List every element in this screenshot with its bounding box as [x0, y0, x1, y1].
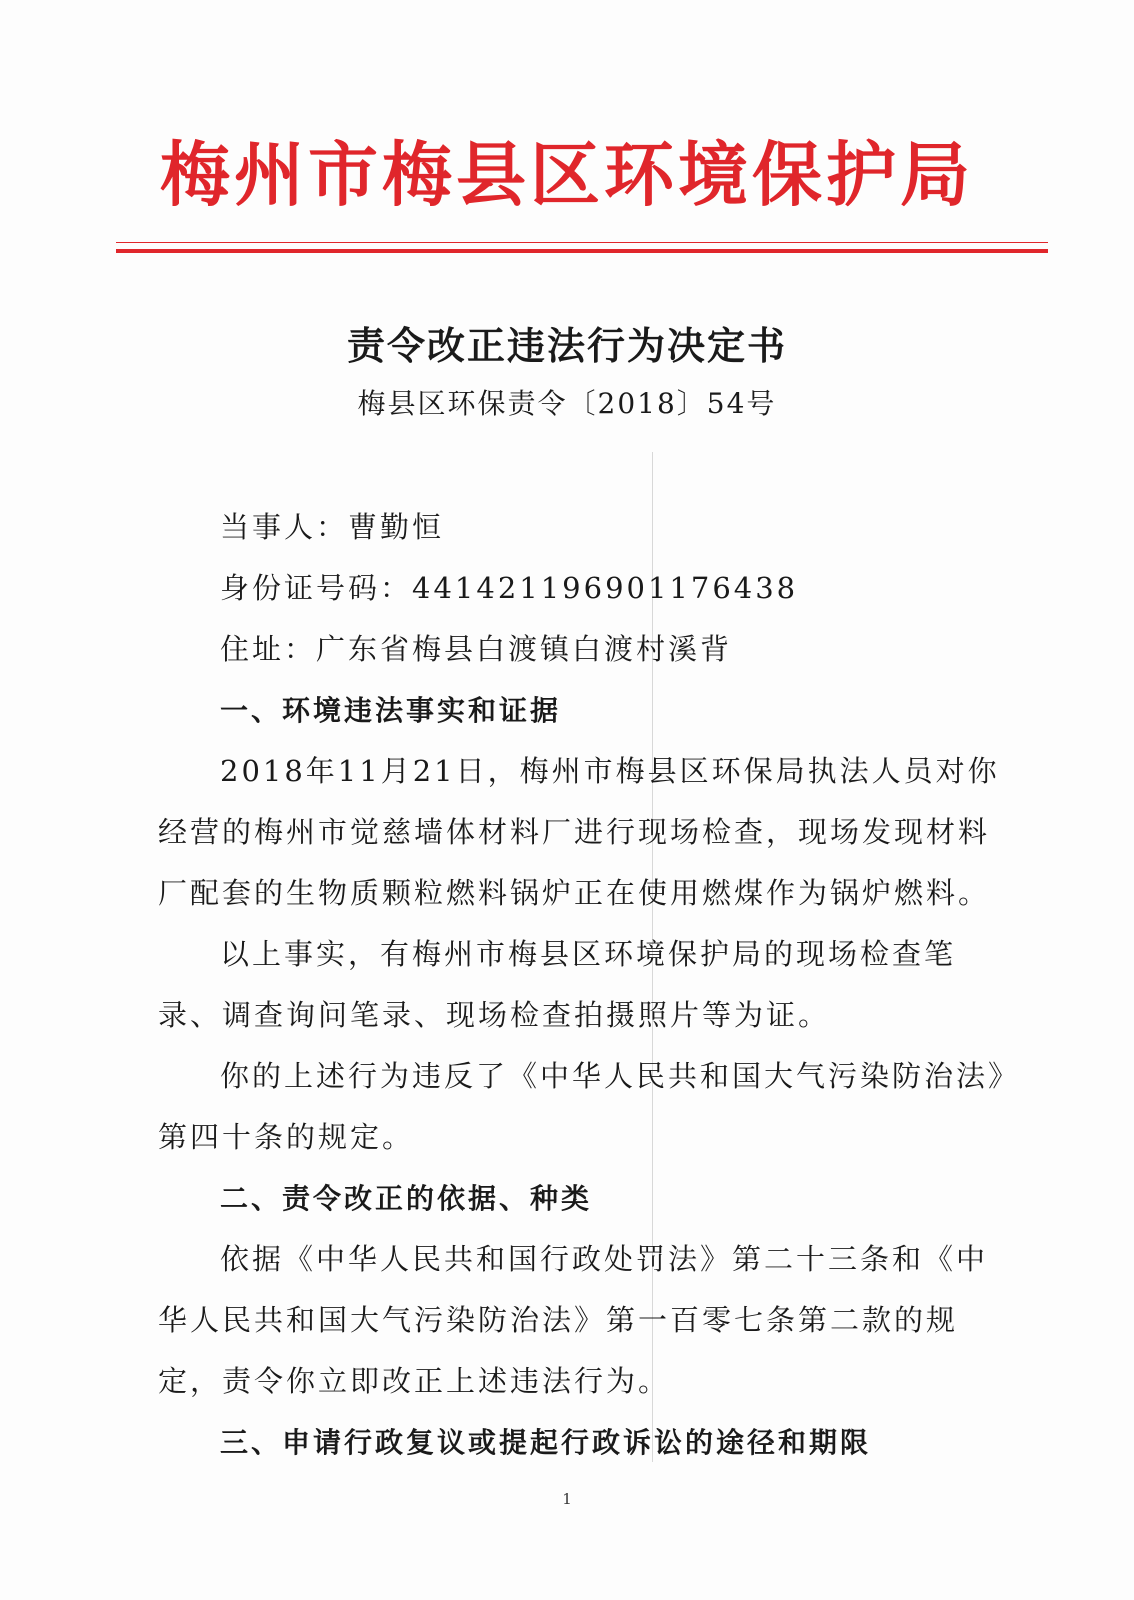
party-name-line [158, 497, 1008, 558]
section1-paragraph-evidence: 以上事实，有梅州市梅县区环境保护局的现场检查笔录、调查询问笔录、现场检查拍摄照片等为证。 [158, 937, 957, 1032]
party-id-value: 441421196901176438 [412, 571, 799, 605]
letterhead-rule-thin [116, 242, 1048, 243]
section1-paragraph-violation: 你的上述行为违反了《中华人民共和国大气污染防治法》第四十条的规定。 [158, 1059, 1006, 1154]
section3-heading: 三、申请行政复议或提起行政诉讼的途径和期限 [220, 1426, 872, 1459]
party-name-label: 当事人： [220, 510, 349, 544]
party-name-value: 曹勤恒 [348, 510, 445, 544]
party-address-value: 广东省梅县白渡镇白渡村溪背 [316, 632, 733, 666]
document-title: 责令改正违法行为决定书 [346, 323, 787, 368]
document-body [158, 497, 1008, 1473]
party-id-line [158, 558, 1008, 619]
section1-heading: 一、环境违法事实和证据 [220, 694, 562, 727]
section2-heading: 二、责令改正的依据、种类 [220, 1182, 593, 1215]
party-address-label: 住址： [220, 632, 317, 666]
section2-paragraph-basis: 依据《中华人民共和国行政处罚法》第二十三条和《中华人民共和国大气污染防治法》第一百零七条第二款的规定，责令你立即改正上述违法行为。 [158, 1242, 989, 1398]
page-number: 1 [562, 1490, 572, 1508]
section1-paragraph-facts: 2018年11月21日，梅州市梅县区环保局执法人员对你经营的梅州市觉慈墙体材料厂进行现场检查，现场发现材料厂配套的生物质颗粒燃料锅炉正在使用燃煤作为锅炉燃料。 [158, 754, 1000, 910]
letterhead-rule-thick [116, 249, 1048, 253]
party-id-label: 身份证号码： [220, 571, 413, 605]
organization-letterhead: 梅州市梅县区环境保护局 [160, 133, 974, 216]
document-number: 梅县区环保责令〔2018〕54号 [357, 387, 777, 420]
party-address-line [158, 619, 1008, 680]
